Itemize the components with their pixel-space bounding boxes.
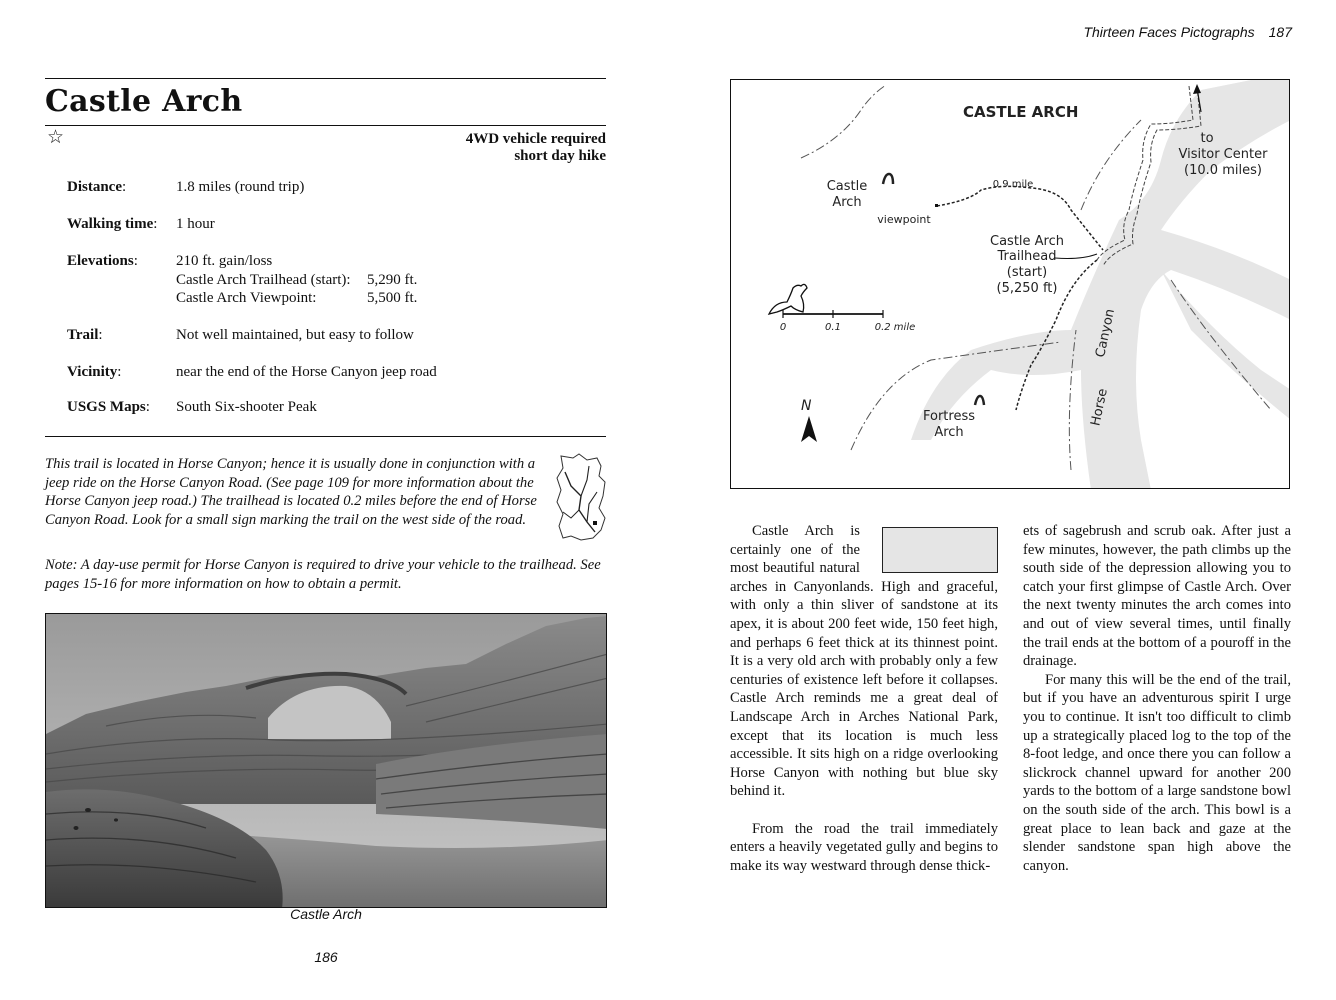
stat-label-vicinity: Vicinity: [67, 364, 118, 380]
left-page: Castle Arch ☆ 4WD vehicle required short day hike Distance: 1.8 miles (round trip) Walking time: 1 hour Elevations: 210 ft. gain/loss Castle Arch Trailhead (start): 5,290 ft. Castle Arch Viewpoint: 5,500 ft. Trail: Not well maintained, but easy to follow Vicinity: near the end of the Horse Canyon jeep road USGS Maps: South Six-shooter Peak This trail is located in Horse Canyon; hence it is usually done in conjunction with a jeep ride on the Horse Canyon Road. (See page 109 for more information about the Horse Canyon jeep road.) The trailhead is located 0.2 miles before the end of Horse Canyon Road. Look for a small sign marking the trail on the west side of the road. Note: A day-use permit for Horse Canyon is required to drive your vehicle to the trailhead. See pages 15-16 for more information on how to obtain a permit. Castle Arch 186: [0, 0, 668, 1000]
map-label-start: (start): [1006, 265, 1048, 280]
elevation-start-value: 5,290 ft.: [367, 271, 418, 288]
hike-title: Castle Arch: [45, 84, 243, 119]
elevation-end-value: 5,500 ft.: [367, 290, 418, 306]
body-paragraph-2: From the road the trail immediately enters a heavily vegetated gully and begins to make its way westward through dense thick-: [730, 820, 998, 874]
scale-label-zero: 0: [779, 322, 787, 333]
vehicle-requirement: 4WD vehicle required: [465, 131, 606, 147]
running-header: [1083, 24, 1292, 40]
stat-value-vicinity: near the end of the Horse Canyon jeep road: [176, 364, 437, 380]
scale-label-fifth: 0.2 mile: [874, 322, 916, 333]
critter-icon: [769, 284, 807, 314]
stat-value-trail: Not well maintained, but easy to follow: [176, 327, 414, 343]
stat-value-usgs-maps: South Six-shooter Peak: [176, 399, 317, 415]
castle-arch-photo-art: [46, 614, 607, 908]
map-label-arch: Arch: [832, 195, 862, 210]
map-label-trailhead-elevation: (5,250 ft): [996, 281, 1058, 296]
intro-paragraph: This trail is located in Horse Canyon; hence it is usually done in conjunction with a jeep ride on the Horse Canyon Road. (See page 109 for more information about the Horse Canyon jeep road.) The trailhead is located 0.2 miles before the end of Horse Canyon Road. Look for a small sign marking the trail on the west side of the road.: [45, 456, 537, 528]
map-label-visitor-center: Visitor Center: [1178, 147, 1268, 162]
map-label-castle: Castle: [826, 179, 868, 194]
stat-value-distance: 1.8 miles (round trip): [176, 179, 305, 195]
page-number-left: 186: [314, 949, 338, 965]
title-top-rule: [45, 78, 606, 79]
map-label-fortress-arch: Arch: [934, 425, 964, 440]
map-title: CASTLE ARCH: [963, 103, 1079, 121]
body-column-right: [1023, 522, 1291, 875]
body-column-left: [730, 522, 998, 875]
map-label-to: to: [1200, 131, 1214, 146]
map-label-trailhead-name: Castle Arch: [990, 234, 1064, 249]
scale-label-tenth: 0.1: [825, 322, 841, 333]
trail-map: [730, 79, 1290, 489]
body-paragraph-3: ets of sagebrush and scrub oak. After just a few minutes, however, the path climbs up the south side of the depression allowing you to catch your first glimpse of Castle Arch. Over the next twenty minutes the arch comes into and out of view several times, until finally the trail ends at the bottom of a pouroff in the drainage.: [1023, 523, 1291, 670]
map-label-canyon: Canyon: [1093, 307, 1119, 359]
right-page: [668, 0, 1336, 1000]
map-label-distance: 0.9 mile: [992, 179, 1034, 190]
hike-requirements: [466, 131, 606, 165]
body-paragraph-4: For many this will be the end of the trail, but if you have an adventurous spirit I urge you to continue. It isn't too difficult to climb up a strategically placed log to the top of the 8-foot ledge, and once there you can follow a slickrock channel upward for another 200 yards to the bottom of a large sandstone bowl on the south side of the arch. This bowl is a great place to lean back and gaze at the slender sandstone span high above the canyon.: [1023, 671, 1291, 874]
north-label: N: [801, 398, 812, 414]
map-label-horse: Horse: [1088, 387, 1111, 428]
hike-type: short day hike: [514, 148, 606, 164]
locator-map-icon: [553, 452, 607, 542]
elevation-gain: 210 ft. gain/loss: [176, 253, 273, 269]
elevation-end-name: Castle Arch Viewpoint:: [176, 290, 317, 306]
map-label-visitor-distance: (10.0 miles): [1184, 163, 1262, 178]
trail-map-art: [731, 80, 1290, 489]
body-paragraph-1: Castle Arch is certainly one of the most beautiful natural arches in Canyonlands. High and graceful, with only a thin sliver of sandstone at its apex, it is about 200 feet wide, 150 feet high, and perhaps 6 feet thick at its thinnest point. It is a very old arch with probably only a few centuries of existence left before it collapses. Castle Arch reminds me a great deal of Landscape Arch in Arches National Park, except that its location is much less accessible. It sits high on a ridge overlooking Horse Canyon with nothing but blue sky behind it.: [730, 523, 998, 800]
stats-bottom-rule: [45, 436, 606, 437]
map-label-trailhead: Trailhead: [997, 249, 1057, 264]
map-label-fortress: Fortress: [922, 409, 976, 424]
title-bottom-rule: [45, 125, 606, 126]
stat-label-trail: Trail: [67, 327, 99, 343]
scale-bar: [780, 310, 915, 333]
elevation-start-name: Castle Arch Trailhead (start):: [176, 271, 351, 288]
chapter-title: Thirteen Faces Pictographs: [1083, 24, 1255, 40]
permit-note: Note: A day-use permit for Horse Canyon is required to drive your vehicle to the trailhead. See pages 15-16 for more information on how to obtain a permit.: [45, 557, 601, 592]
star-rating-icon: ☆: [47, 127, 65, 148]
stat-label-walking-time: Walking time: [67, 216, 154, 232]
gray-inset-box: [882, 527, 998, 573]
photo-caption: Castle Arch: [290, 906, 362, 922]
page-number-right: 187: [1268, 24, 1292, 40]
stat-label-usgs-maps: USGS Maps: [67, 399, 146, 415]
map-label-viewpoint: viewpoint: [877, 213, 931, 226]
castle-arch-photo: [45, 613, 607, 908]
north-arrow-icon: [801, 398, 817, 442]
stat-label-elevations: Elevations: [67, 253, 134, 269]
stat-value-walking-time: 1 hour: [176, 216, 215, 232]
stat-label-distance: Distance: [67, 179, 122, 195]
